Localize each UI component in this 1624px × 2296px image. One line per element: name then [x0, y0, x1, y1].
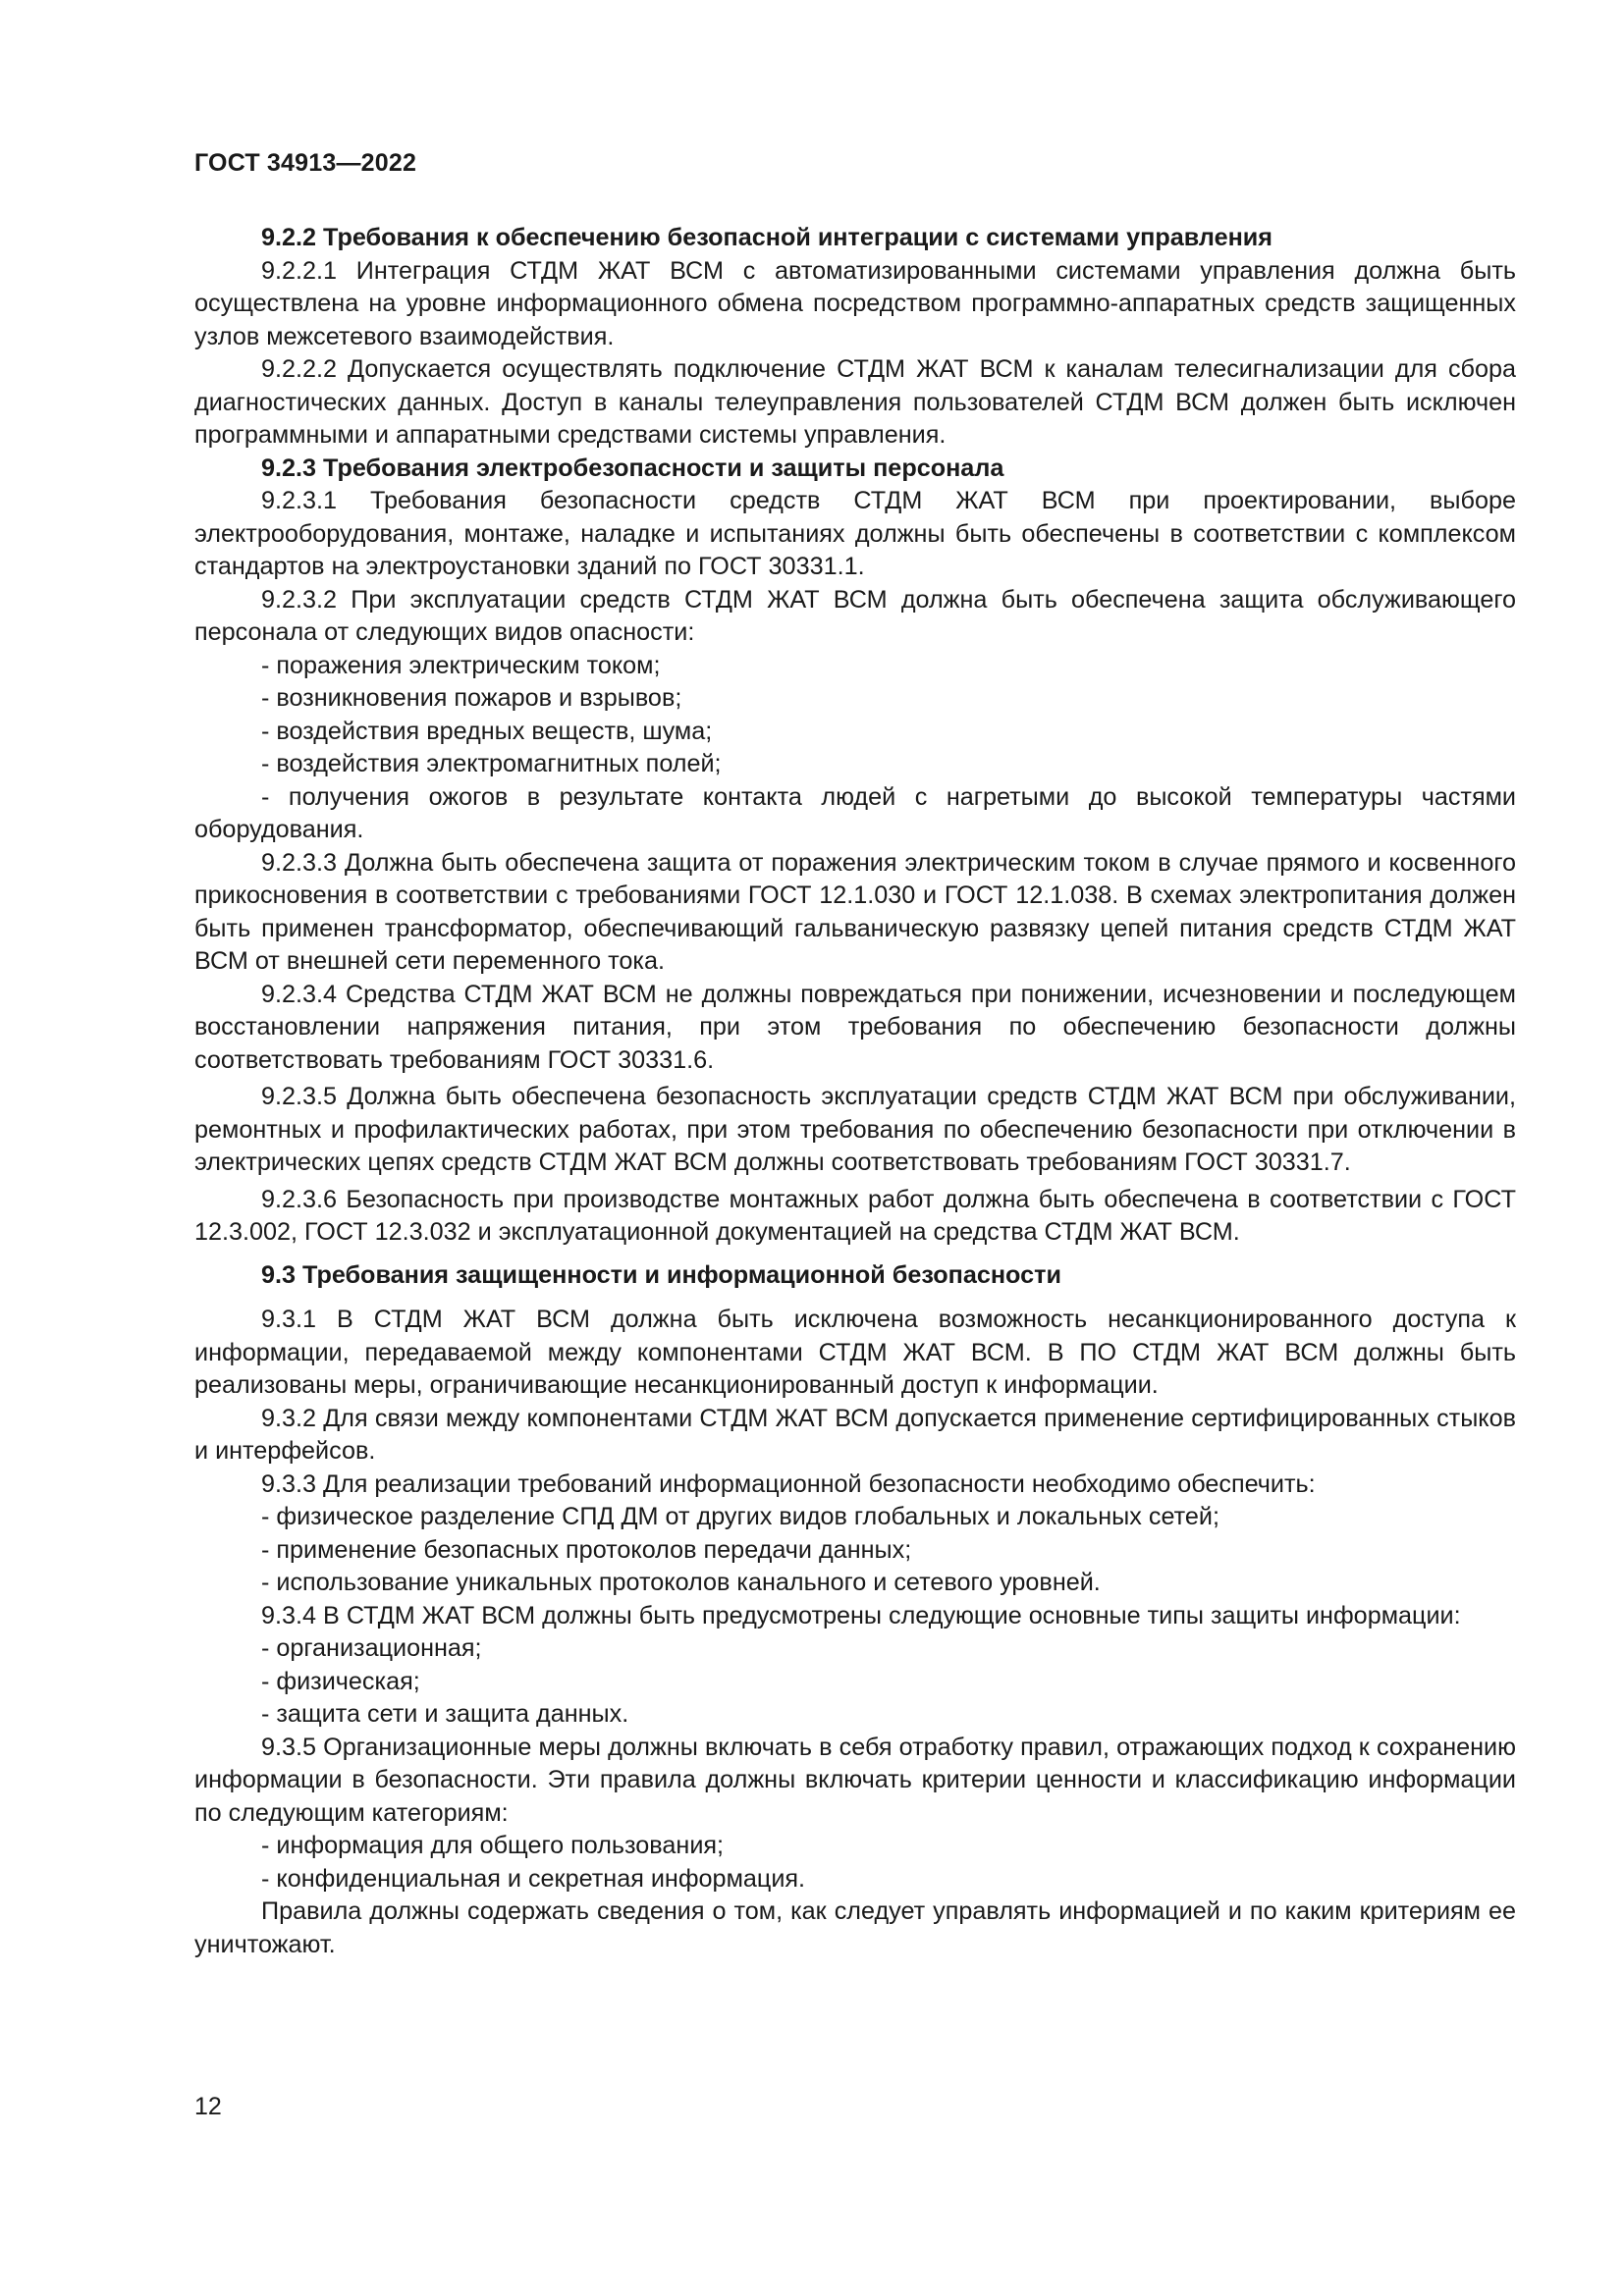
list-item: - применение безопасных протоколов передачи данных; [261, 1535, 912, 1564]
list-item: - воздействия вредных веществ, шума; [261, 717, 713, 745]
list-item: - организационная; [261, 1634, 482, 1662]
list-item: - возникновения пожаров и взрывов; [261, 684, 682, 712]
paragraph-9-3-2: 9.3.2 Для связи между компонентами СТДМ ЖАТ ВСМ допускается применение сертифицированных стыков и интерфейсов. [194, 1404, 1516, 1465]
section-9-2-2-heading: 9.2.2 Требования к обеспечению безопасной интеграции с системами управления [261, 224, 1272, 251]
paragraph-9-2-2-1: 9.2.2.1 Интеграция СТДМ ЖАТ ВСМ с автоматизированными системами управления должна быть осуществлена на уровне информационного обмена посредством программно-аппаратных средств защищенных узлов межсетевого взаимодействия. [194, 256, 1516, 350]
list-item: - физическая; [261, 1667, 420, 1695]
paragraph-9-2-3-5: 9.2.3.5 Должна быть обеспечена безопасность эксплуатации средств СТДМ ЖАТ ВСМ при обслуживании, ремонтных и профилактических работах, при этом требования по обеспечению безопасности при отключении в электрических цепях средств СТДМ ЖАТ ВСМ должны соответствовать требованиям ГОСТ 30331.7. [194, 1083, 1516, 1176]
list-item: - воздействия электромагнитных полей; [261, 750, 722, 777]
paragraph-9-3-5: 9.3.5 Организационные меры должны включать в себя отработку правил, отражающих подход к сохранению информации в безопасности. Эти правила должны включать критерии ценности и классификацию информации по следующим категориям: [194, 1733, 1516, 1827]
paragraph-9-2-3-4: 9.2.3.4 Средства СТДМ ЖАТ ВСМ не должны повреждаться при понижении, исчезновении и последующем восстановлении напряжения питания, при этом требования по обеспечению безопасности должны соответствовать требованиям ГОСТ 30331.6. [194, 980, 1516, 1074]
document-code-header: ГОСТ 34913—2022 [194, 149, 417, 177]
list-item: - информация для общего пользования; [261, 1832, 725, 1859]
list-item: - конфиденциальная и секретная информация. [261, 1864, 806, 1893]
paragraph-9-3-4: 9.3.4 В СТДМ ЖАТ ВСМ должны быть предусмотрены следующие основные типы защиты информации: [261, 1601, 1461, 1629]
list-item: - получения ожогов в результате контакта людей с нагретыми до высокой температуры частями оборудования. [194, 782, 1516, 843]
section-9-3-heading: 9.3 Требования защищенности и информационной безопасности [261, 1260, 1061, 1289]
paragraph-9-2-2-2: 9.2.2.2 Допускается осуществлять подключение СТДМ ЖАТ ВСМ к каналам телесигнализации для сбора диагностических данных. Доступ в каналы телеуправления пользователей СТДМ ВСМ должен быть исключен программными и аппаратными средствами системы управления. [194, 355, 1516, 449]
page-number: 12 [194, 2093, 222, 2120]
paragraph-9-3-3: 9.3.3 Для реализации требований информационной безопасности необходимо обеспечить: [261, 1469, 1316, 1498]
document-body [194, 222, 1516, 1961]
list-item: - физическое разделение СПД ДМ от других видов глобальных и локальных сетей; [261, 1503, 1219, 1530]
paragraph-9-3-1: 9.3.1 В СТДМ ЖАТ ВСМ должна быть исключена возможность несанкционированного доступа к информации, передаваемой между компонентами СТДМ ЖАТ ВСМ. В ПО СТДМ ЖАТ ВСМ должны быть реализованы меры, ограничивающие несанкционированный доступ к информации. [194, 1306, 1516, 1399]
list-item: - использование уникальных протоколов канального и сетевого уровней. [261, 1569, 1101, 1596]
list-item: - защита сети и защита данных. [261, 1700, 629, 1728]
paragraph-9-2-3-6: 9.2.3.6 Безопасность при производстве монтажных работ должна быть обеспечена в соответствии с ГОСТ 12.3.002, ГОСТ 12.3.032 и эксплуатационной документацией на средства СТДМ ЖАТ ВСМ. [194, 1185, 1516, 1246]
paragraph-9-2-3-2: 9.2.3.2 При эксплуатации средств СТДМ ЖАТ ВСМ должна быть обеспечена защита обслуживающего персонала от следующих видов опасности: [194, 585, 1516, 646]
paragraph-9-2-3-1: 9.2.3.1 Требования безопасности средств СТДМ ЖАТ ВСМ при проектировании, выборе электрооборудования, монтаже, наладке и испытаниях должны быть обеспечены в соответствии с комплексом стандартов на электроустановки зданий по ГОСТ 30331.1. [194, 487, 1516, 580]
paragraph-final: Правила должны содержать сведения о том, как следует управлять информацией и по каким критериям ее уничтожают. [194, 1897, 1516, 1958]
list-item: - поражения электрическим током; [261, 651, 661, 679]
paragraph-9-2-3-3: 9.2.3.3 Должна быть обеспечена защита от поражения электрическим током в случае прямого и косвенного прикосновения в соответствии с требованиями ГОСТ 12.1.030 и ГОСТ 12.1.038. В схемах электропитания должен быть применен трансформатор, обеспечивающий гальваническую развязку цепей питания средств СТДМ ЖАТ ВСМ от внешней сети переменного тока. [194, 848, 1516, 975]
section-9-2-3-heading: 9.2.3 Требования электробезопасности и защиты персонала [261, 454, 1004, 482]
